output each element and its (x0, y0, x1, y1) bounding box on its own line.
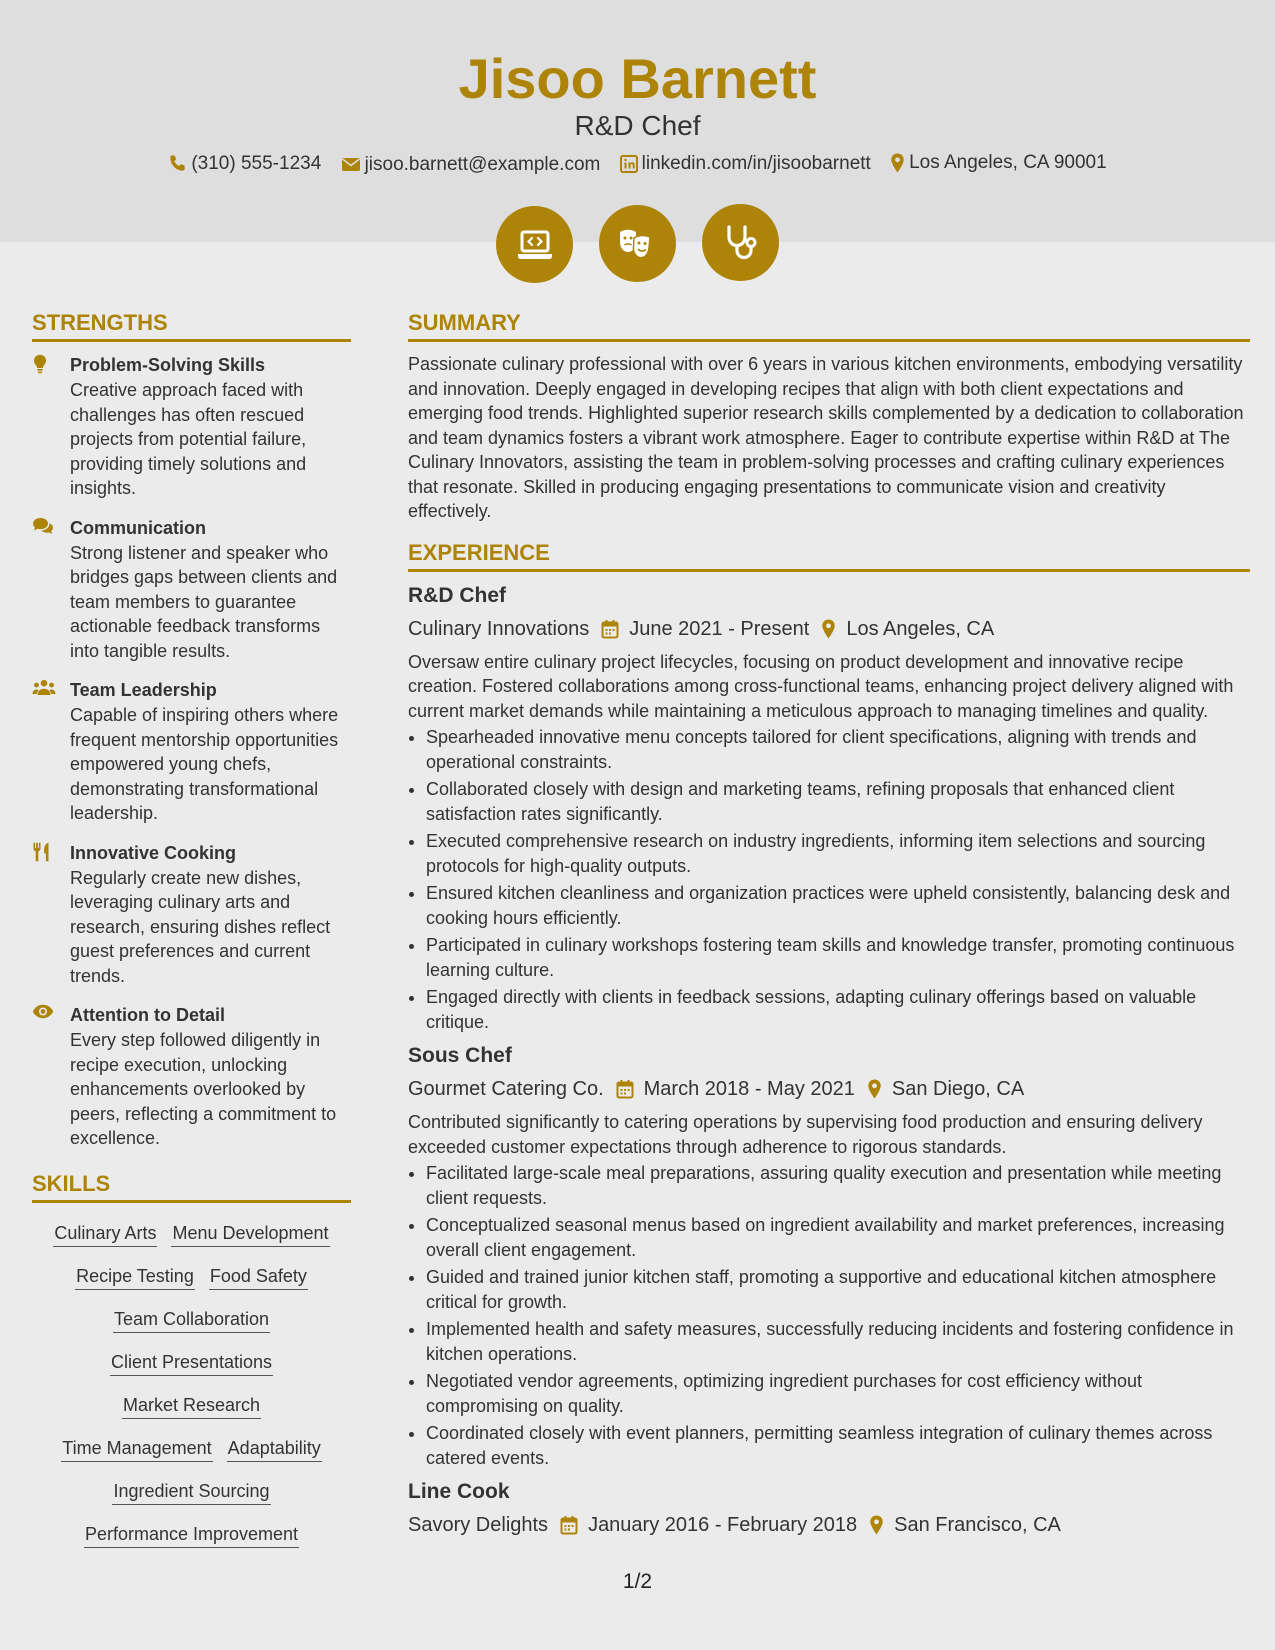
envelope-icon (341, 156, 361, 173)
job-location: San Francisco, CA (894, 1514, 1061, 1536)
laptop-code-badge (496, 206, 573, 283)
skill-tag: Performance Improvement (84, 1522, 299, 1548)
job-entry (408, 1478, 1250, 1540)
job-bullet: • Collaborated closely with design and marketing teams, refining proposals that enhanced client satisfaction rates significantly. (426, 777, 1250, 826)
page-number: 1/2 (622, 1570, 653, 1593)
laptop-code-icon (516, 228, 554, 262)
job-bullet: • Participated in culinary workshops fostering team skills and knowledge transfer, promoting continuous learning culture. (426, 933, 1250, 982)
skills-row (32, 1258, 351, 1301)
job-dates: March 2018 - May 2021 (643, 1078, 855, 1100)
left-column (32, 308, 351, 1559)
job-bullet: • Engaged directly with clients in feedback sessions, adapting culinary offerings based on valuable critique. (426, 985, 1250, 1034)
experience-heading: EXPERIENCE (408, 538, 1250, 572)
job-location: San Diego, CA (891, 1078, 1025, 1100)
strength-title: Team Leadership (70, 680, 217, 700)
skill-tag: Ingredient Sourcing (112, 1479, 270, 1505)
skills-row (32, 1516, 351, 1559)
skills-row (32, 1301, 351, 1344)
skill-tag: Market Research (122, 1393, 261, 1419)
contact-email[interactable] (341, 152, 601, 178)
contact-location (890, 150, 1107, 176)
strength-item (32, 1002, 351, 1151)
job-bullet: • Conceptualized seasonal menus based on ingredient availability and market preferences, increasing overall client engagement. (426, 1213, 1250, 1262)
badge-row (0, 204, 1275, 283)
skill-tag: Adaptability (227, 1436, 322, 1462)
stethoscope-icon (724, 224, 758, 262)
location-text: Los Angeles, CA 90001 (909, 152, 1107, 173)
summary-heading: SUMMARY (408, 308, 1250, 342)
map-pin-icon (821, 619, 836, 639)
linkedin-text: linkedin.com/in/jisoobarnett (641, 153, 871, 174)
contact-bar (0, 150, 1275, 181)
candidate-name: Jisoo Barnett (458, 47, 817, 110)
comments-icon (32, 517, 54, 535)
contact-phone[interactable] (168, 151, 321, 177)
candidate-title: R&D Chef (574, 110, 701, 141)
strength-title: Innovative Cooking (70, 842, 237, 863)
job-location: Los Angeles, CA (846, 617, 995, 640)
theater-masks-badge (599, 205, 676, 282)
job-title: Line Cook (408, 1480, 510, 1503)
job-title: R&D Chef (408, 583, 506, 607)
calendar-icon (616, 1079, 634, 1099)
strength-title: Communication (70, 517, 207, 538)
strength-desc: Creative approach faced with challenges has often rescued projects from potential failure, providing timely solutions and insights. (70, 380, 307, 498)
map-pin-icon (890, 153, 905, 173)
strength-desc: Strong listener and speaker who bridges gaps between clients and team members to guarantee actionable feedback transforms into tangible results. (70, 542, 338, 661)
skills-list (32, 1213, 351, 1559)
strength-desc: Capable of inspiring others where frequent mentorship opportunities empowered young chefs, demonstrating transformational leadership. (70, 705, 339, 823)
job-bullet: • Spearheaded innovative menu concepts tailored for client specifications, aligning with trends and operational constraints. (426, 725, 1250, 774)
map-pin-icon (867, 1079, 882, 1099)
skill-tag: Menu Development (171, 1221, 329, 1247)
skill-tag: Team Collaboration (113, 1307, 270, 1333)
strength-desc: Every step followed diligently in recipe execution, unlocking enhancements overlooked by peers, reflecting a commitment to excellence. (70, 1030, 337, 1148)
job-description: Contributed significantly to catering operations by supervising food production and ensuring delivery exceeded customer expectations through adherence to rigorous standards. (408, 1112, 1203, 1157)
job-company: Culinary Innovations (408, 617, 590, 640)
eye-icon (32, 1004, 54, 1019)
job-company: Gourmet Catering Co. (408, 1078, 604, 1100)
map-pin-icon (869, 1515, 884, 1535)
skills-row (32, 1430, 351, 1473)
job-entry (408, 582, 1250, 1035)
skills-row (32, 1344, 351, 1387)
job-bullet: • Coordinated closely with event planners, permitting seamless integration of culinary themes across catered events. (426, 1421, 1250, 1470)
right-column (408, 308, 1250, 1546)
strength-desc: Regularly create new dishes, leveraging culinary arts and research, ensuring dishes reflect guest preferences and current trends. (70, 867, 331, 986)
strengths-heading: STRENGTHS (32, 308, 351, 342)
skills-row (32, 1387, 351, 1430)
job-meta (408, 614, 1250, 644)
job-entry (408, 1042, 1250, 1470)
users-icon (32, 679, 56, 696)
summary-text: Passionate culinary professional with over 6 years in various kitchen environments, embodying versatility and innovation. Deeply engaged in developing recipes that align with both client expectations and emerging food trends. Highlighted superior research skills complemented by a dedication to collaboration and team dynamics fosters a vibrant work atmosphere. Eager to contribute expertise within R&D at The Culinary Innovators, assisting the team in problem-solving processes and crafting culinary experiences that resonate. Skilled in producing engaging presentations to communicate vision and creativity effectively. (408, 354, 1244, 521)
utensils-icon (32, 842, 50, 862)
phone-text: (310) 555-1234 (191, 152, 322, 174)
job-meta (408, 1510, 1250, 1540)
phone-icon (168, 154, 187, 173)
job-bullet: • Executed comprehensive research on industry ingredients, informing item selections and sourcing protocols for high-quality outputs. (426, 829, 1250, 878)
job-description: Oversaw entire culinary project lifecycles, focusing on product development and innovative recipe creation. Fostered collaborations among cross-functional teams, enhancing project delivery aligned with current market demands while maintaining a meticulous approach to managing timelines and quality. (408, 651, 1234, 721)
email-text: jisoo.barnett@example.com (364, 153, 601, 175)
job-company: Savory Delights (408, 1514, 549, 1536)
strength-item (32, 515, 351, 664)
calendar-icon (560, 1515, 578, 1535)
job-bullet: • Facilitated large-scale meal preparations, assuring quality execution and presentation while meeting client requests. (426, 1161, 1250, 1210)
strength-item (32, 352, 351, 501)
skill-tag: Client Presentations (110, 1350, 273, 1376)
job-bullet: • Negotiated vendor agreements, optimizing ingredient purchases for cost efficiency without compromising on quality. (426, 1369, 1250, 1418)
skills-heading: SKILLS (32, 1169, 351, 1203)
stethoscope-badge (702, 204, 779, 281)
strength-item (32, 677, 351, 826)
skill-tag: Time Management (61, 1436, 212, 1462)
job-title: Sous Chef (408, 1044, 512, 1067)
skill-tag: Food Safety (209, 1264, 308, 1290)
strength-title: Attention to Detail (70, 1005, 225, 1025)
skills-row (32, 1473, 351, 1516)
contact-linkedin[interactable] (620, 151, 871, 177)
strength-item (32, 840, 351, 989)
job-bullets (408, 1161, 1250, 1470)
job-bullet: • Implemented health and safety measures, successfully reducing incidents and fostering confidence in kitchen operations. (426, 1317, 1250, 1366)
calendar-icon (601, 619, 619, 639)
skill-tag: Culinary Arts (53, 1221, 157, 1247)
skill-tag: Recipe Testing (75, 1264, 195, 1290)
job-dates: January 2016 - February 2018 (588, 1514, 858, 1536)
job-bullet: • Ensured kitchen cleanliness and organization practices were upheld consistently, balancing desk and cooking hours efficiently. (426, 881, 1250, 930)
skills-row (32, 1215, 351, 1258)
lightbulb-icon (32, 354, 48, 374)
linkedin-icon (620, 155, 638, 173)
job-dates: June 2021 - Present (629, 617, 810, 640)
theater-masks-icon (618, 226, 658, 262)
job-meta (408, 1074, 1250, 1104)
job-bullet: • Guided and trained junior kitchen staff, promoting a supportive and educational kitchen atmosphere critical for growth. (426, 1265, 1250, 1314)
strength-title: Problem-Solving Skills (70, 355, 266, 375)
job-bullets (408, 725, 1250, 1034)
